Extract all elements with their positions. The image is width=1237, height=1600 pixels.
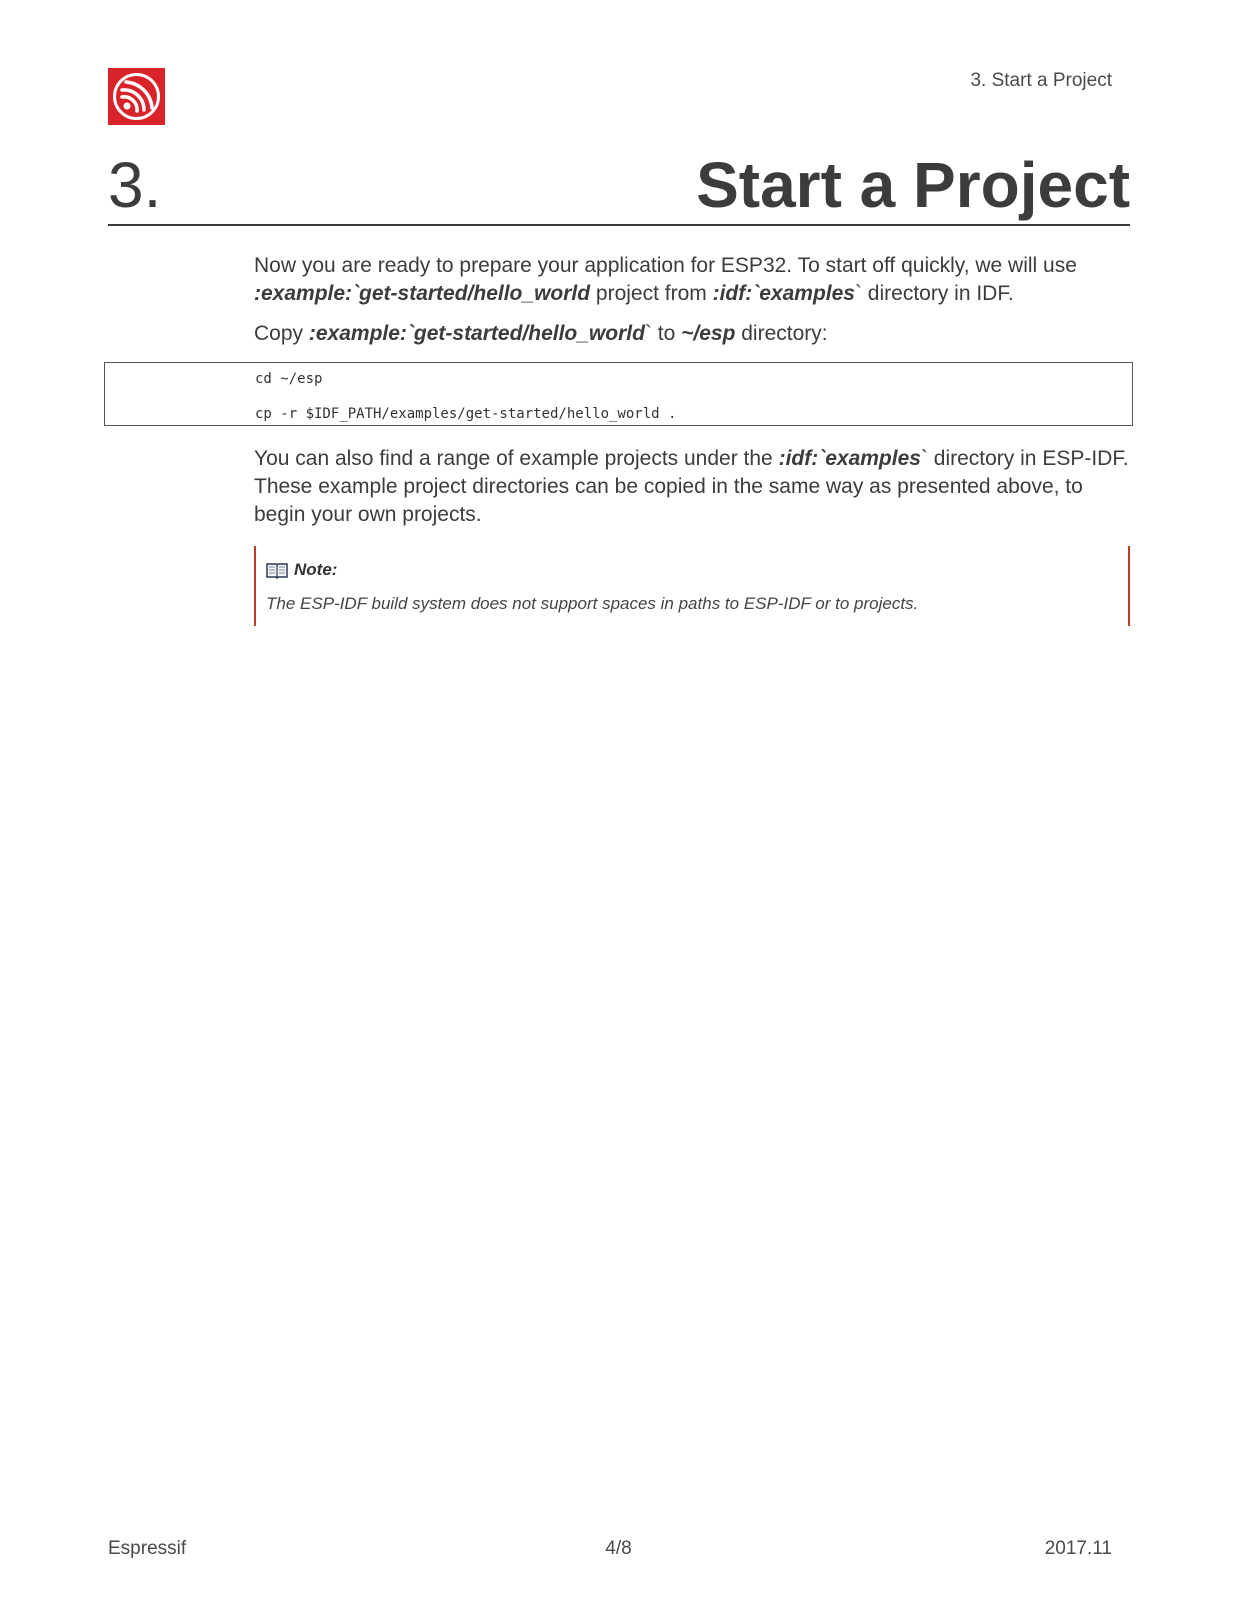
footer-date: 2017.11 — [1044, 1538, 1112, 1559]
examples-reference: :idf:`examples — [712, 282, 855, 305]
chapter-number: 3. — [108, 149, 162, 221]
code-line-1: cd ~/esp — [255, 371, 323, 387]
espressif-logo — [108, 68, 165, 125]
esp-directory: ~/esp — [681, 322, 736, 345]
note-box — [254, 546, 1130, 626]
text-run: directory: — [735, 322, 828, 345]
text-run: Now you are ready to prepare your application for ESP32. To start off quickly, we will use — [254, 254, 1077, 277]
chapter-title: Start a Project — [696, 149, 1130, 221]
paragraph-copy — [254, 320, 1130, 348]
text-run: Copy — [254, 322, 309, 345]
text-run: project from — [590, 282, 713, 305]
note-header — [266, 560, 337, 580]
example-reference: :example:`get-started/hello_world — [308, 322, 645, 345]
examples-reference: :idf:`examples — [778, 447, 921, 470]
footer-company: Espressif — [108, 1538, 187, 1559]
code-line-2: cp -r $IDF_PATH/examples/get-started/hello_world . — [255, 406, 677, 422]
code-block — [104, 362, 1133, 426]
espressif-logo-icon — [108, 68, 165, 125]
example-reference: :example:`get-started/hello_world — [254, 282, 591, 305]
chapter-heading — [108, 140, 1130, 226]
running-header: 3. Start a Project — [970, 70, 1112, 91]
text-run: ` directory in ESP-IDF. These example project directories can be copied in the same way as presented above, to begin your own projects. — [254, 447, 1129, 526]
paragraph-intro — [254, 252, 1130, 308]
note-text: The ESP-IDF build system does not support spaces in paths to ESP-IDF or to projects. — [266, 594, 919, 613]
text-run: ` directory in IDF. — [854, 282, 1014, 305]
note-title: Note: — [294, 560, 338, 579]
text-run: ` to — [644, 322, 682, 345]
paragraph-examples — [254, 445, 1130, 529]
footer-page-number: 4/8 — [605, 1538, 632, 1559]
text-run: You can also find a range of example projects under the — [254, 447, 779, 470]
book-icon — [266, 561, 288, 579]
